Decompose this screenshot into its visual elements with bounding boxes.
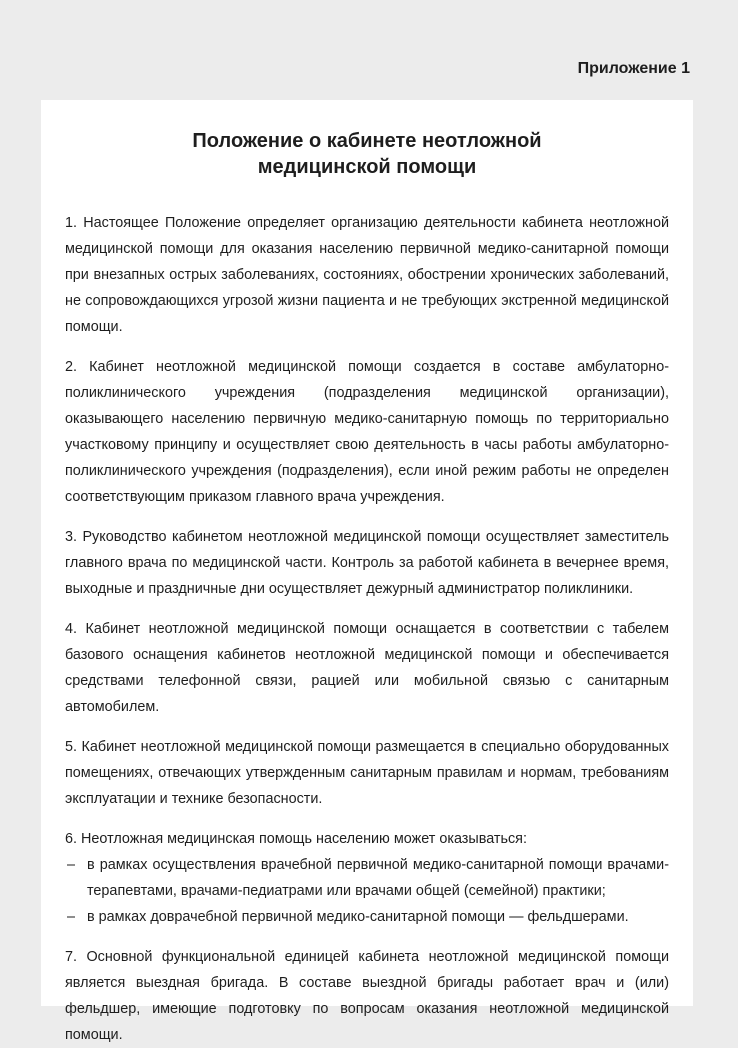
document-card	[41, 100, 693, 1043]
list-item	[65, 904, 669, 930]
list-item-text: в рамках осуществления врачебной первичной медико-санитарной помощи врачами-терапевтами, врачами-педиатрами или врачами общей (семейной) практики;	[87, 857, 669, 899]
appendix-label: Приложение 1	[577, 60, 690, 77]
paragraph-6-intro: 6. Неотложная медицинская помощь населению может оказываться:	[65, 831, 527, 847]
paragraph-6	[65, 826, 669, 930]
list-item	[65, 852, 669, 904]
paragraph-7: 7. Основной функциональной единицей кабинета неотложной медицинской помощи является выездная бригада. В составе выездной бригады работает врач и (или) фельдшер, имеющие подготовку по вопросам оказания неотложной медицинской помощи.	[65, 949, 669, 1043]
paragraph-4: 4. Кабинет неотложной медицинской помощи оснащается в соответствии с табелем базового оснащения кабинетов неотложной медицинской помощи и обеспечивается средствами телефонной связи, рацией или мобильной связью с санитарным автомобилем.	[65, 621, 669, 715]
document-title	[65, 128, 669, 180]
title-line-1: Положение о кабинете неотложной	[192, 130, 542, 152]
paragraph-6-list	[65, 852, 669, 930]
paragraph-2: 2. Кабинет неотложной медицинской помощи создается в составе амбулаторно-поликлинического учреждения (подразделения медицинской организации), оказывающего населению первичную медико-санитарную помощь по территориально участковому принципу и осуществляет свою деятельность в часы работы амбулаторно-поликлинического учреждения (подразделения), если иной режим работы не определен соответствующим приказом главного врача учреждения.	[65, 359, 669, 505]
paragraph-5: 5. Кабинет неотложной медицинской помощи размещается в специально оборудованных помещениях, отвечающих утвержденным санитарным правилам и нормам, требованиям эксплуатации и технике безопасности.	[65, 739, 669, 807]
title-line-2: медицинской помощи	[257, 156, 477, 178]
paragraph-1: 1. Настоящее Положение определяет организацию деятельности кабинета неотложной медицинской помощи для оказания населению первичной медико-санитарной помощи при внезапных острых заболеваниях, состояниях, обострении хронических заболеваний, не сопровождающихся угрозой жизни пациента и не требующих экстренной медицинской помощи.	[65, 215, 669, 335]
paragraph-3: 3. Руководство кабинетом неотложной медицинской помощи осуществляет заместитель главного врача по медицинской части. Контроль за работой кабинета в вечернее время, выходные и праздничные дни осуществляет дежурный администратор поликлиники.	[65, 529, 669, 597]
dash-bullet: –	[67, 909, 76, 925]
list-item-text: в рамках доврачебной первичной медико-санитарной помощи — фельдшерами.	[87, 909, 629, 925]
dash-bullet: –	[67, 857, 76, 873]
